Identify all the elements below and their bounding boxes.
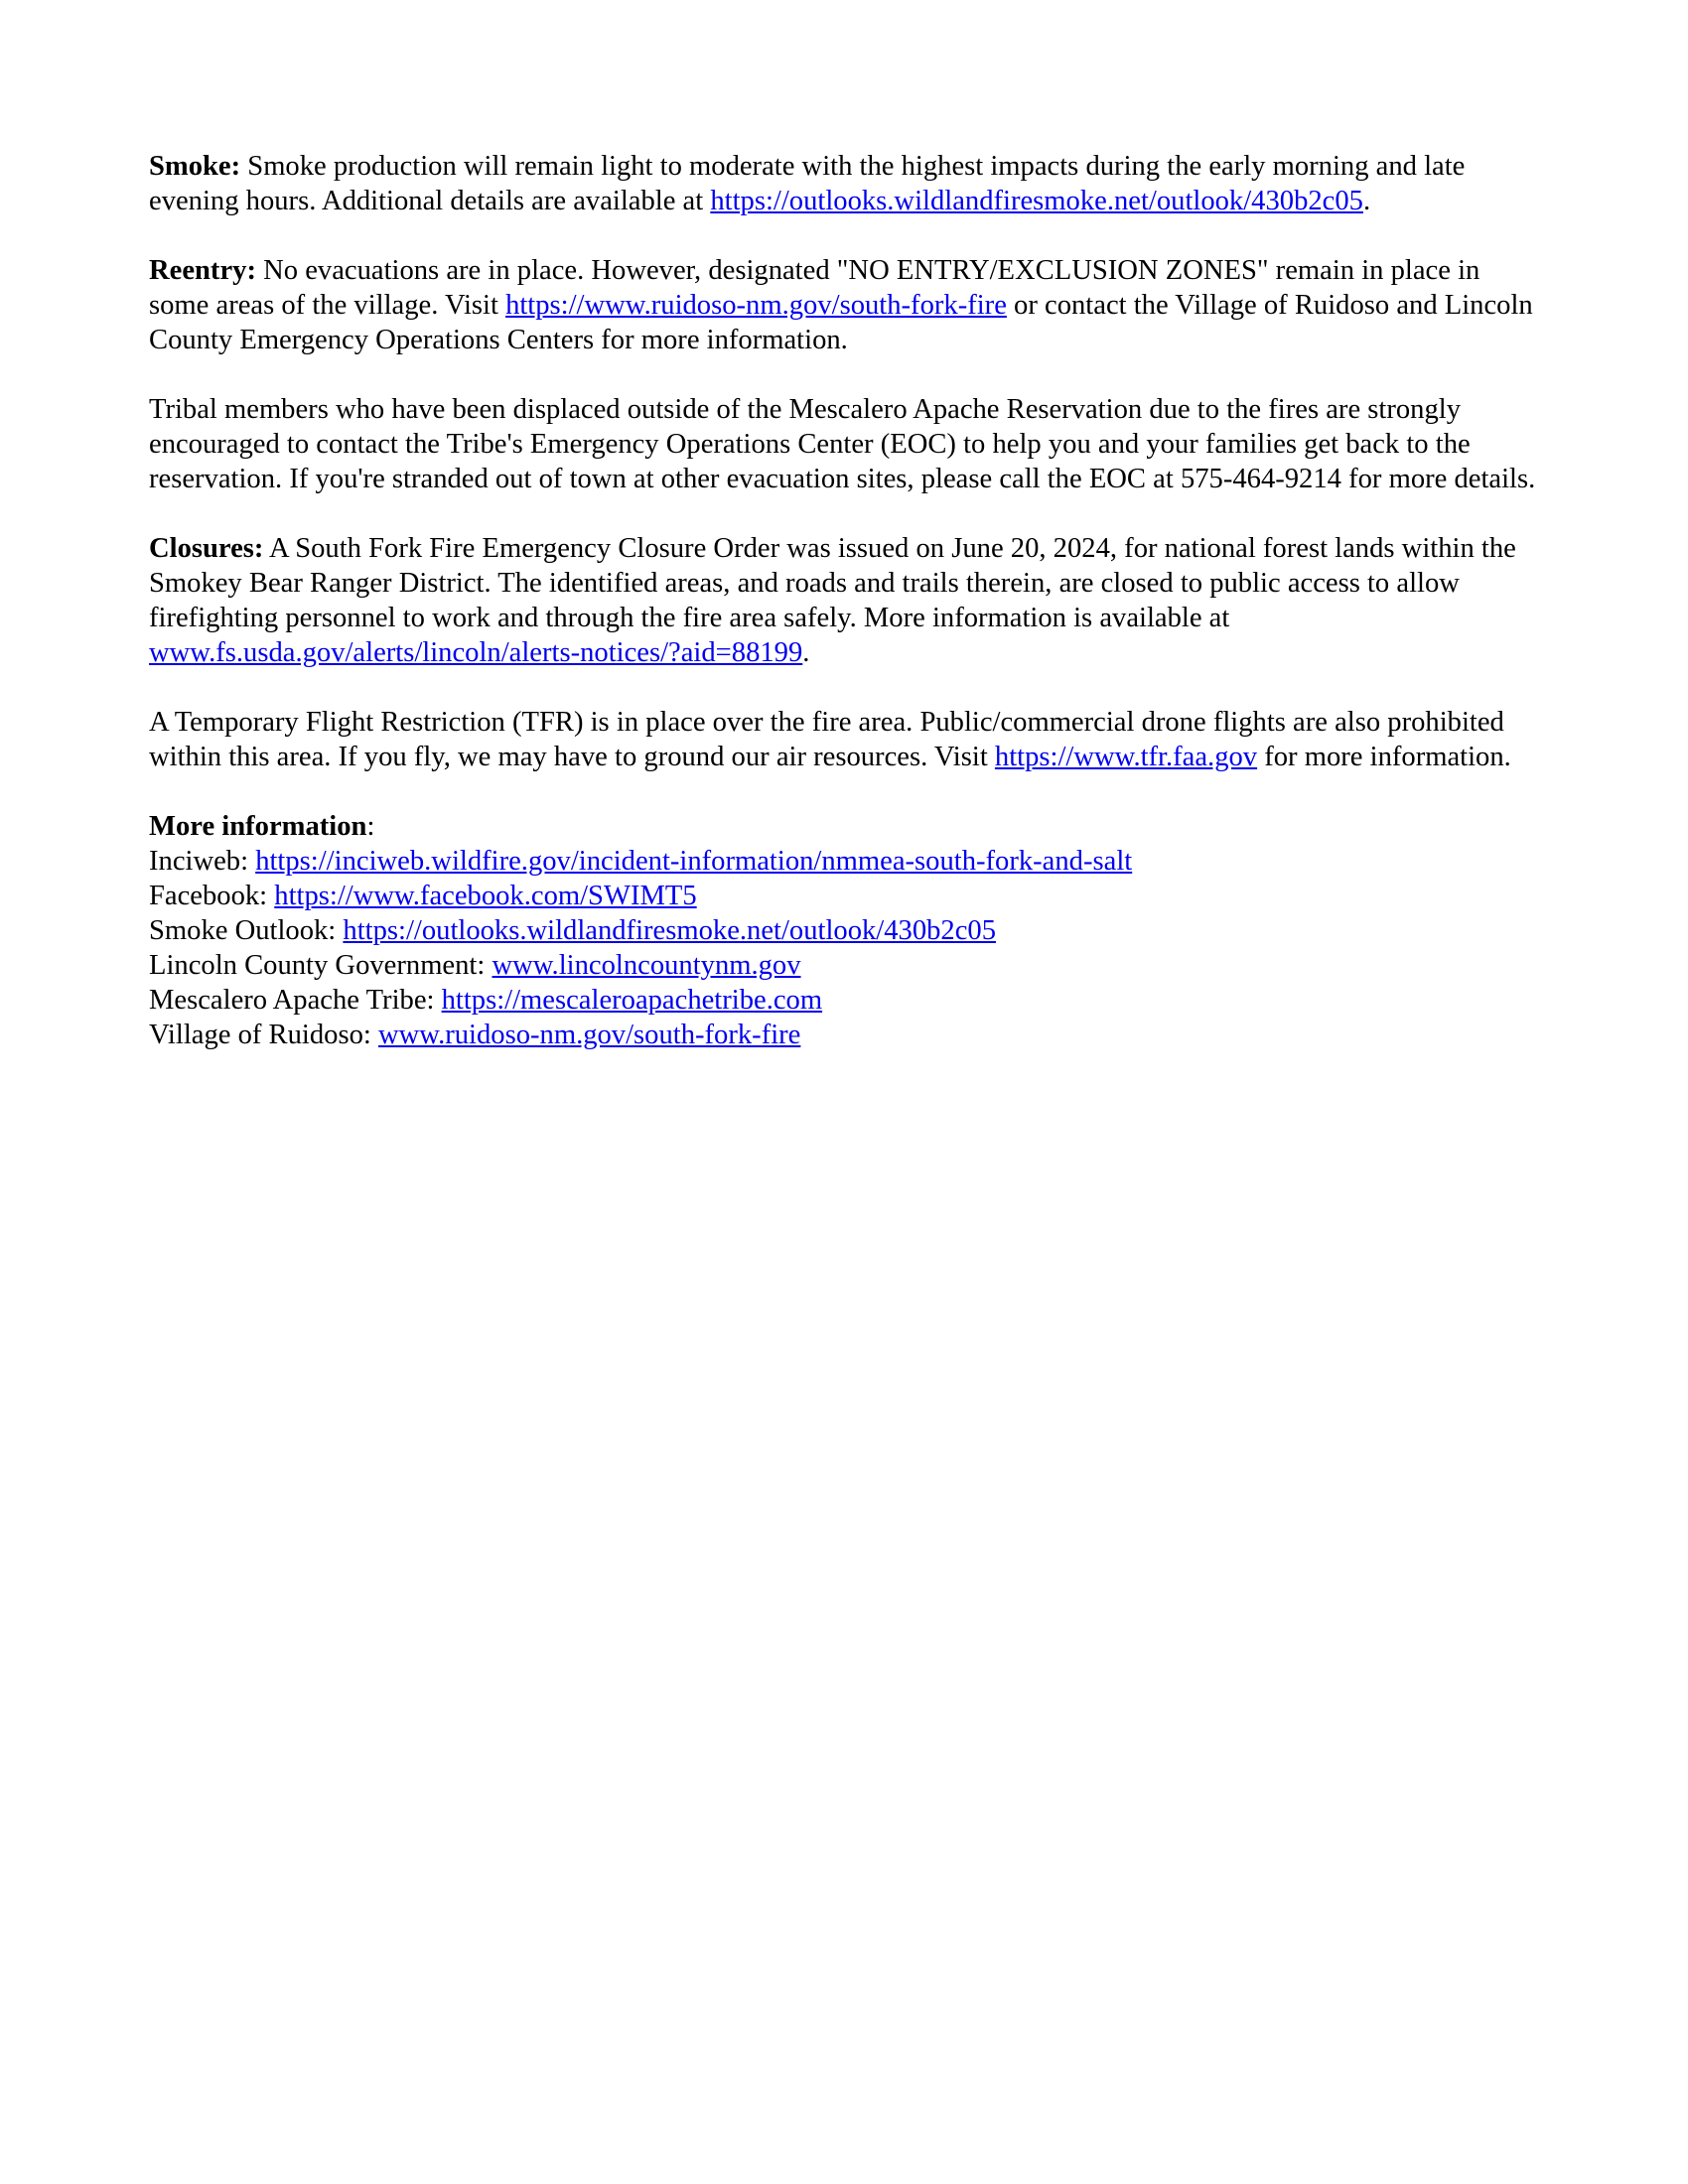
- lincoln-county-link[interactable]: www.lincolncountynm.gov: [492, 950, 801, 981]
- ruidoso-south-fork-link[interactable]: https://www.ruidoso-nm.gov/south-fork-fire: [505, 290, 1007, 321]
- list-item: [149, 844, 1539, 879]
- smoke-outlook-link[interactable]: https://outlooks.wildlandfiresmoke.net/outlook/430b2c05: [710, 186, 1363, 216]
- smoke-outlook-label: Smoke Outlook:: [149, 915, 344, 946]
- village-ruidoso-link[interactable]: www.ruidoso-nm.gov/south-fork-fire: [377, 1020, 801, 1050]
- facebook-label: Facebook:: [149, 881, 275, 911]
- tribal-paragraph: Tribal members who have been displaced outside of the Mescalero Apache Reservation due to the fires are strongly encouraged to contact the Tribe's Emergency Operations Center (EOC) to help you and your families get back to the reservation. If you're stranded out of town at other evacuation sites, please call the EOC at 575-464-9214 for more details.: [149, 394, 1536, 494]
- tfr-paragraph: [149, 705, 1539, 774]
- closures-text: A South Fork Fire Emergency Closure Order was issued on June 20, 2024, for national forest lands within the Smokey Bear Ranger District. The identified areas, and roads and trails therein, are closed to public access to allow firefighting personnel to work and through the fire area safely. More information is available at: [149, 533, 1516, 633]
- smoke-text-end: .: [1362, 186, 1371, 216]
- list-item: [149, 1018, 1539, 1052]
- list-item: [149, 983, 1539, 1018]
- smoke-text: Smoke production will remain light to moderate with the highest impacts during the early morning and late evening hours. Additional details are available at: [149, 151, 1466, 216]
- more-information-section: [149, 809, 1539, 1052]
- list-item: [149, 879, 1539, 913]
- mescalero-tribe-link[interactable]: https://mescaleroapachetribe.com: [441, 985, 823, 1016]
- more-information-colon: :: [366, 811, 375, 842]
- faa-tfr-link[interactable]: https://www.tfr.faa.gov: [994, 742, 1258, 772]
- reentry-paragraph: [149, 253, 1539, 357]
- closures-text-end: .: [802, 637, 810, 668]
- facebook-link[interactable]: https://www.facebook.com/SWIMT5: [274, 881, 697, 911]
- list-item: [149, 948, 1539, 983]
- reentry-text-end: or contact the Village of Ruidoso and Lincoln County Emergency Operations Centers for more information.: [149, 290, 1533, 355]
- inciweb-label: Inciweb:: [149, 846, 256, 877]
- document-page: [149, 149, 1539, 1052]
- closures-paragraph: [149, 531, 1539, 670]
- smoke-heading: Smoke:: [149, 151, 241, 182]
- more-information-heading: More information: [149, 811, 367, 842]
- tfr-text-end: for more information.: [1257, 742, 1511, 772]
- inciweb-link[interactable]: https://inciweb.wildfire.gov/incident-information/nmmea-south-fork-and-salt: [255, 846, 1133, 877]
- tfr-text: A Temporary Flight Restriction (TFR) is in place over the fire area. Public/commercial drone flights are also prohibited within this area. If you fly, we may have to ground our air resources. Visit: [149, 707, 1504, 772]
- more-information-title: [149, 809, 1539, 844]
- usda-alerts-link[interactable]: www.fs.usda.gov/alerts/lincoln/alerts-notices/?aid=88199: [149, 637, 803, 668]
- reentry-heading: Reentry:: [149, 255, 256, 286]
- smoke-outlook-list-link[interactable]: https://outlooks.wildlandfiresmoke.net/outlook/430b2c05: [343, 915, 997, 946]
- smoke-paragraph: [149, 149, 1539, 218]
- list-item: [149, 913, 1539, 948]
- closures-heading: Closures:: [149, 533, 264, 564]
- lincoln-county-label: Lincoln County Government:: [149, 950, 492, 981]
- reentry-text: No evacuations are in place. However, designated "NO ENTRY/EXCLUSION ZONES" remain in place in some areas of the village. Visit: [149, 255, 1480, 321]
- village-ruidoso-label: Village of Ruidoso:: [149, 1020, 378, 1050]
- mescalero-tribe-label: Mescalero Apache Tribe:: [149, 985, 442, 1016]
